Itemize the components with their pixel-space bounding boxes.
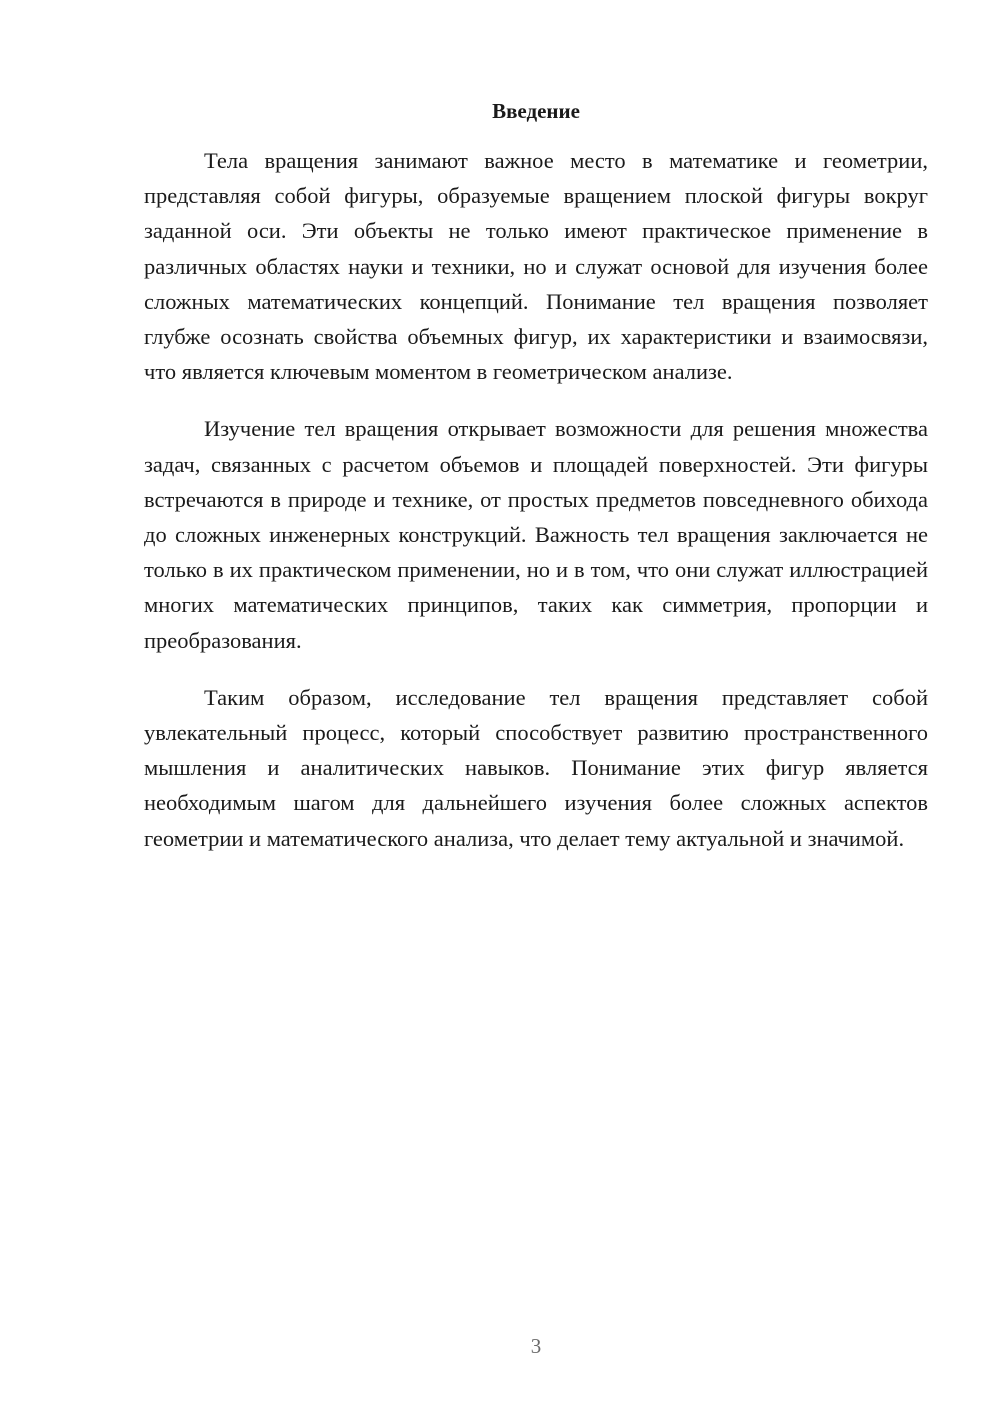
page-content: [144, 96, 928, 878]
page-number: 3: [530, 1334, 542, 1358]
paragraph-1: Тела вращения занимают важное место в математике и геометрии, представляя собой фигуры, образуемые вращением плоской фигуры вокруг заданной оси. Эти объекты не только имеют практическое применение в различных областях науки и техники, но и служат основой для изучения более сложных математических концепций. Понимание тел вращения позволяет глубже осознать свойства объемных фигур, их характеристики и взаимосвязи, что является ключевым моментом в геометрическом анализе.: [144, 148, 928, 385]
paragraph-2: Изучение тел вращения открывает возможности для решения множества задач, связанных с расчетом объемов и площадей поверхностей. Эти фигуры встречаются в природе и технике, от простых предметов повседневного обихода до сложных инженерных конструкций. Важность тел вращения заключается не только в их практическом применении, но и в том, что они служат иллюстрацией многих математических принципов, таких как симметрия, пропорции и преобразования.: [144, 416, 928, 653]
section-heading: Введение: [492, 99, 580, 123]
paragraph-3: Таким образом, исследование тел вращения представляет собой увлекательный процесс, который способствует развитию пространственного мышления и аналитических навыков. Понимание этих фигур является необходимым шагом для дальнейшего изучения более сложных аспектов геометрии и математического анализа, что делает тему актуальной и значимой.: [144, 684, 928, 851]
